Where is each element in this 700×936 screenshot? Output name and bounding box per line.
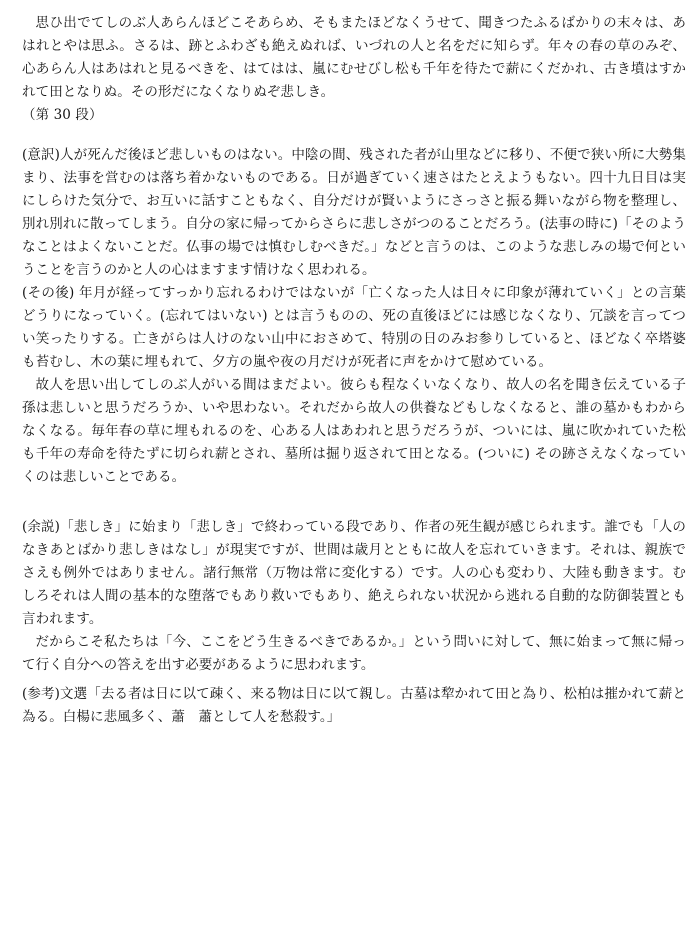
original-text: 思ひ出でてしのぶ人あらんほどこそあらめ、そもまたほどなくうせて、聞きつたふるばかりの末々は、あはれとやは思ふ。さるは、跡とふわざも絶えぬれば、いづれの人と名をだに知らず。年々の春の草のみぞ、心あらん人はあはれと見るべきを、はてはは、嵐にむせびし松も千年を待たで薪にくだかれ、古き墳はすかれて田となりぬ。その形だになくなりぬぞ悲しき。: [22, 15, 686, 100]
aside-paragraph-2: だからこそ私たちは「今、ここをどう生きるべきであるか。」という問いに対して、無に始まって無に帰って行く自分への答えを出す必要があるように思われます。: [22, 634, 686, 673]
section-number: （第 30 段）: [22, 107, 103, 123]
translation-label: (意訳): [22, 147, 60, 163]
aside-label: (余説): [22, 519, 61, 535]
original-text-block: [22, 12, 686, 127]
reference-paragraph: (参考)文選「去る者は日に以て疎く、来る物は日に以て親し。古墓は犂かれて田と為り、松柏は摧かれて薪と為る。白楊に悲風多く、蕭 蕭として人を愁殺す。」: [22, 686, 686, 725]
translation-block: [22, 144, 686, 489]
aside-paragraph-1: (余説)「悲しき」に始まり「悲しき」で終わっている段であり、作者の死生観が感じられます。誰でも「人のなきあとばかり悲しきはなし」が現実ですが、世間は歳月とともに故人を忘れていきます。それは、親族でさえも例外ではありません。諸行無常（万物は常に変化する）です。人の心も変わり、大陸も動きます。むしろそれは人間の基本的な堕落でもあり救いでもあり、絶えられない状況から逃れる自動的な防御装置とも言われます。: [22, 519, 686, 627]
translation-paragraph-1: (意訳)人が死んだ後ほど悲しいものはない。中陰の間、残された者が山里などに移り、不便で狭い所に大勢集まり、法事を営むのは落ち着かないものである。日が過ぎていく速さはたとえようもない。四十九日目は実にしらけた気分で、お互いに話すこともなく、自分だけが賢いようにさっさと振る舞いながら物を整理し、別れ別れに散ってしまう。自分の家に帰ってからさらに悲しさがつのることだろう。(法事の時に)「そのようなことはよくないことだ。仏事の場では慎むしむべきだ。」などと言うのは、このような悲しみの場で何ということを言うのかと人の心はますます情けなく思われる。: [22, 147, 686, 278]
translation-paragraph-2: (その後) 年月が経ってすっかり忘れるわけではないが「亡くなった人は日々に印象が薄れていく」との言葉どうりになっていく。(忘れてはいない) とは言うものの、死の直後ほどには感じなくなり、冗談を言ってつい笑ったりする。亡きがらは人けのない山中におさめて、特別の日のみお参りしていると、ほどなく卒塔婆も苔むし、木の葉に埋もれて、夕方の嵐や夜の月だけが死者に声をかけて慰めている。: [22, 285, 686, 370]
aside-block: [22, 516, 686, 677]
translation-paragraph-3: 故人を思い出してしのぶ人がいる間はまだよい。彼らも程なくいなくなり、故人の名を聞き伝えている子孫は悲しいと思うだろうか、いや思わない。それだから故人の供養などもしなくなると、誰の墓かもわからなくなる。毎年春の草に埋もれるのを、心ある人はあわれと思うだろうが、ついには、嵐に吹かれていた松も千年の寿命を待たずに切られ薪とされ、墓所は掘り返されて田となる。(ついに) その跡さえなくなっていくのは悲しいことである。: [22, 377, 686, 485]
reference-label: (参考): [22, 686, 60, 702]
reference-block: [22, 683, 686, 729]
